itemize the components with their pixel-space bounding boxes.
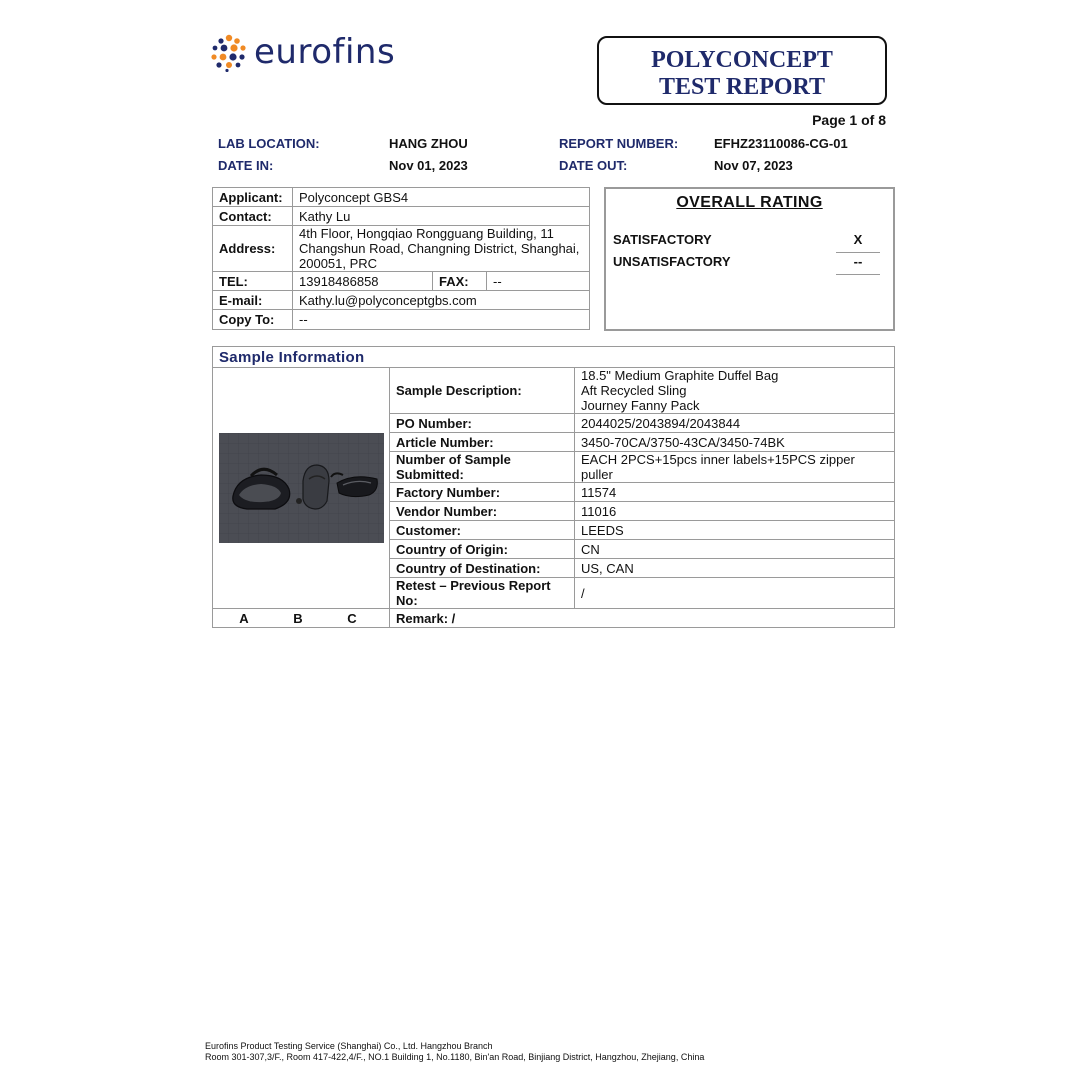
table-row bbox=[213, 609, 895, 628]
report-title-line2: TEST REPORT bbox=[658, 74, 826, 100]
remark-cell: Remark: / bbox=[390, 609, 895, 628]
sample-heading-row bbox=[213, 347, 895, 368]
row-value: EACH 2PCS+15pcs inner labels+15PCS zipper puller bbox=[575, 452, 895, 483]
contact-value: Kathy Lu bbox=[293, 207, 590, 226]
applicant-row bbox=[213, 188, 590, 207]
description-line: Aft Recycled Sling bbox=[581, 383, 687, 398]
row-label: Country of Origin: bbox=[390, 540, 575, 559]
applicant-value: Polyconcept GBS4 bbox=[293, 188, 590, 207]
row-value: CN bbox=[575, 540, 895, 559]
lab-location-label: LAB LOCATION: bbox=[218, 136, 320, 151]
email-label: E-mail: bbox=[213, 291, 293, 310]
overall-rating-box bbox=[604, 187, 895, 331]
footer bbox=[205, 1041, 704, 1063]
unsatisfactory-label: UNSATISFACTORY bbox=[613, 254, 731, 269]
fax-value: -- bbox=[487, 272, 590, 291]
photo-label-a: A bbox=[239, 610, 249, 626]
address-line: Changshun Road, Changning District, Shanghai, bbox=[299, 241, 580, 256]
row-value: 3450-70CA/3750-43CA/3450-74BK bbox=[575, 433, 895, 452]
fax-label: FAX: bbox=[433, 272, 487, 291]
photo-labels-cell bbox=[213, 609, 390, 628]
unsatisfactory-mark: -- bbox=[836, 254, 880, 275]
address-row bbox=[213, 226, 590, 272]
tel-label: TEL: bbox=[213, 272, 293, 291]
row-label: Country of Destination: bbox=[390, 559, 575, 578]
report-number-label: REPORT NUMBER: bbox=[559, 136, 679, 151]
row-label: Factory Number: bbox=[390, 483, 575, 502]
row-label: Sample Description: bbox=[390, 368, 575, 414]
tel-fax-row bbox=[213, 272, 590, 291]
sample-information-table bbox=[212, 346, 895, 628]
row-value: 11016 bbox=[575, 502, 895, 521]
footer-company: Eurofins Product Testing Service (Shanghai) Co., Ltd. Hangzhou Branch bbox=[205, 1041, 493, 1051]
email-value: Kathy.lu@polyconceptgbs.com bbox=[293, 291, 590, 310]
report-title-box bbox=[597, 36, 887, 105]
date-in-label: DATE IN: bbox=[218, 158, 274, 173]
row-label: Retest – Previous Report No: bbox=[390, 578, 575, 609]
email-row bbox=[213, 291, 590, 310]
row-value: 2044025/2043894/2043844 bbox=[575, 414, 895, 433]
sample-photo-cell bbox=[213, 368, 390, 609]
row-label: PO Number: bbox=[390, 414, 575, 433]
row-label: Article Number: bbox=[390, 433, 575, 452]
satisfactory-mark: X bbox=[836, 232, 880, 253]
footer-address: Room 301-307,3/F., Room 417-422,4/F., NO.1 Building 1, No.1180, Bin'an Road, Binjiang District, Hangzhou, Zhejiang, China bbox=[205, 1052, 705, 1062]
applicant-label: Applicant: bbox=[213, 188, 293, 207]
sample-information-heading: Sample Information bbox=[213, 347, 895, 368]
report-number-value: EFHZ23110086-CG-01 bbox=[714, 136, 848, 151]
brand-name: eurofins bbox=[254, 32, 396, 72]
copy-to-label: Copy To: bbox=[213, 310, 293, 330]
sample-photo bbox=[219, 433, 384, 543]
copy-to-row bbox=[213, 310, 590, 330]
contact-label: Contact: bbox=[213, 207, 293, 226]
tel-value: 13918486858 bbox=[293, 272, 433, 291]
address-line: 4th Floor, Hongqiao Rongguang Building, 11 bbox=[299, 226, 554, 241]
lab-location-value: HANG ZHOU bbox=[389, 136, 468, 151]
row-value: LEEDS bbox=[575, 521, 895, 540]
row-label-line: Submitted: bbox=[396, 467, 464, 482]
photo-label-c: C bbox=[347, 610, 357, 626]
copy-to-value: -- bbox=[293, 310, 590, 330]
date-out-label: DATE OUT: bbox=[559, 158, 628, 173]
address-value bbox=[293, 226, 590, 272]
row-label: Customer: bbox=[390, 521, 575, 540]
overall-rating-title: OVERALL RATING bbox=[676, 194, 823, 211]
description-line: Journey Fanny Pack bbox=[581, 398, 700, 413]
eurofins-dots-icon bbox=[210, 34, 248, 72]
row-label-line: Number of Sample bbox=[396, 452, 511, 467]
row-value: 11574 bbox=[575, 483, 895, 502]
row-value: / bbox=[575, 578, 895, 609]
row-label bbox=[390, 452, 575, 483]
photo-label-b: B bbox=[293, 610, 303, 626]
report-title-line1: POLYCONCEPT bbox=[651, 47, 833, 73]
row-value: US, CAN bbox=[575, 559, 895, 578]
row-label: Vendor Number: bbox=[390, 502, 575, 521]
address-line: 200051, PRC bbox=[299, 256, 378, 271]
sample-description-value bbox=[575, 368, 895, 414]
page-number: Page 1 of 8 bbox=[812, 112, 886, 128]
date-out-value: Nov 07, 2023 bbox=[714, 158, 793, 173]
contact-row bbox=[213, 207, 590, 226]
eurofins-logo bbox=[210, 34, 400, 74]
date-in-value: Nov 01, 2023 bbox=[389, 158, 468, 173]
description-line: 18.5" Medium Graphite Duffel Bag bbox=[581, 368, 779, 383]
table-row bbox=[213, 368, 895, 414]
applicant-table bbox=[212, 187, 590, 330]
satisfactory-label: SATISFACTORY bbox=[613, 232, 712, 247]
address-label: Address: bbox=[213, 226, 293, 272]
